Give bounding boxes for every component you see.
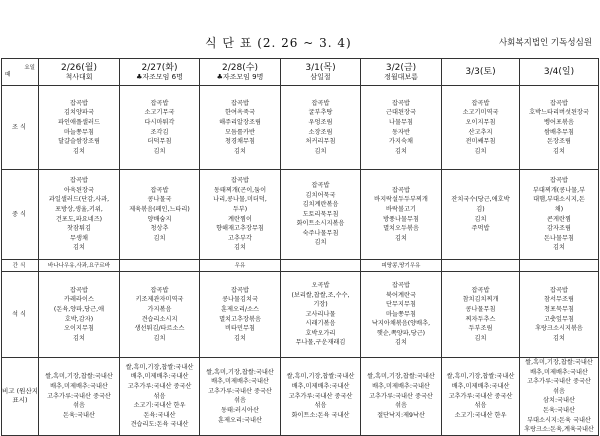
menu-item: 키조제관자미역국 [135, 296, 184, 304]
menu-cell [39, 170, 120, 260]
menu-item: 절단낙지:제9낙산 [377, 411, 425, 419]
menu-item: 나리,콩나물,미더덕, [213, 196, 267, 204]
menu-item: 기장) [313, 301, 328, 309]
menu-item: 바나나우유,사과,요구르바 [48, 262, 110, 269]
menu-item: 배추,미제배추:국내산 [372, 382, 430, 390]
day-date: 2/28(수) [222, 62, 258, 73]
day-event: ♣자조모임 9명 [216, 72, 264, 81]
menu-item: 소고기무국 [144, 109, 175, 117]
menu-cell [120, 260, 200, 272]
menu-item: 낙지아채볶음(양배추, [371, 320, 431, 328]
menu-item: 김) [476, 205, 485, 213]
menu-item: 콘게란찜 [547, 215, 571, 223]
menu-item: 섞음 [314, 402, 327, 410]
menu-cell [281, 260, 361, 272]
menu-item: 시래기볶음 [305, 320, 336, 328]
menu-item: 배추,미제배추:국내산 [530, 368, 588, 376]
menu-item: 조각김 [150, 128, 169, 136]
menu-cell [200, 272, 281, 358]
menu-cell [520, 260, 599, 272]
menu-item: 화이트소시지볶음 [296, 220, 345, 228]
menu-item: 섞음 [553, 387, 565, 395]
menu-cell [361, 272, 442, 358]
menu-item: 굴부추탕 [308, 109, 333, 117]
menu-item: 숙주나물무침 [302, 229, 339, 237]
menu-cell [281, 272, 361, 358]
menu-item: 고추부각 [228, 234, 252, 242]
menu-item: 쌀,흑미,기장,찹쌀:국내산 [125, 363, 194, 371]
menu-item: 김치 [73, 334, 85, 342]
menu-item: 호박느타리버섯된장국 [529, 109, 589, 117]
menu-item: 오곡밥 [311, 281, 330, 289]
menu-item: 섞음 [73, 402, 85, 410]
menu-item: 근대된장국 [386, 109, 416, 117]
menu-item: 전미쌔무침 [465, 138, 496, 146]
menu-item: 섞음 [395, 402, 407, 410]
menu-item: 돈육:국내산 [143, 411, 176, 419]
day-event: 척사대회 [65, 72, 93, 81]
menu-item: 피땅콩,땅기우유 [381, 262, 421, 269]
menu-item: 해주리알장조림 [219, 118, 261, 126]
day-header-1 [39, 59, 120, 86]
menu-item: 산고추지 [468, 128, 493, 136]
day-header-7 [520, 59, 599, 86]
menu-item: 쌀,흑미,기장,찹쌀:국내산 [525, 359, 593, 366]
day-header-row [2, 59, 599, 86]
menu-item: 잡곡밥 [231, 99, 249, 107]
menu-item: 김치 [314, 147, 327, 155]
menu-cell [200, 170, 281, 260]
menu-item: 잡곡밥 [311, 99, 330, 107]
menu-cell [442, 170, 520, 260]
menu-item: 채) [554, 205, 564, 213]
menu-item: 대햄,부대소시지,돈 [533, 196, 585, 204]
menu-item: 콩나물무침 [465, 305, 496, 313]
page-title: 식 단 표 (2. 26 ~ 3. 4) [205, 36, 352, 50]
menu-item: 과일샐러드(단감,사과, [48, 196, 110, 204]
menu-item: 소고기미역국 [462, 109, 499, 117]
menu-item: 후랑크소시지볶음 [535, 325, 583, 333]
menu-item: 잡곡밥 [471, 286, 490, 294]
day-header-3 [200, 59, 281, 86]
day-date: 3/4(일) [543, 67, 575, 77]
corner-day-label: 요일 [24, 65, 35, 71]
day-date: 3/2(금) [385, 62, 417, 73]
organization-name: 사회복지법인 기독성심원 [498, 38, 592, 48]
menu-cell [39, 272, 120, 358]
menu-item: 오이지무침 [465, 118, 496, 126]
menu-cell [361, 170, 442, 260]
menu-item: 더덕무침 [147, 138, 172, 146]
menu-item: 배추,미제배추:국내산 [451, 382, 510, 390]
day-event: ♣자조모임 6명 [136, 72, 183, 81]
menu-cell [520, 272, 599, 358]
menu-item: 김치 [395, 234, 407, 242]
menu-item: 생선튀김/타르소스 [134, 325, 185, 333]
menu-item: 김치 [553, 244, 565, 252]
menu-cell [361, 260, 442, 272]
meal-plan-table [1, 58, 599, 436]
menu-item: 돈육:국내산 [543, 406, 575, 414]
menu-item: 고춧잎무침 [544, 315, 574, 323]
menu-item: 김치 [474, 147, 487, 155]
menu-item: 김치 [474, 334, 487, 342]
menu-item: 감자조림 [547, 225, 571, 233]
menu-item: 부대찌개(콩나물,부 [532, 186, 586, 194]
menu-item: 훈제오리:국내산 [218, 416, 262, 424]
menu-item: (돈육,양파,당근,애 [53, 305, 105, 313]
menu-item: 견습리도:돈육 국내산 [130, 421, 189, 429]
day-date: 3/3(토) [465, 67, 496, 77]
menu-item: 견습리소시지 [141, 315, 178, 323]
snack-row [2, 260, 599, 272]
menu-item: 건포도,파요네즈) [55, 215, 103, 223]
menu-item: 쌀,흑미,기장,찹쌀:국내산 [446, 373, 515, 381]
menu-item: 잡곡밥 [311, 181, 330, 189]
menu-item: 김치 [553, 334, 565, 342]
menu-cell [120, 272, 200, 358]
menu-item: 우유 [234, 262, 246, 269]
menu-item: 김치어묵국 [305, 191, 336, 199]
menu-item: 고추가루:국내산 중국산 [127, 382, 192, 390]
menu-item: 잡곡밥 [231, 177, 249, 185]
menu-item: 고추가루:국내산 중국산 [47, 392, 111, 400]
menu-item: 청포묵무침 [544, 305, 574, 313]
menu-item: 햇순,쪽양파,당근) [376, 329, 426, 337]
menu-item: 김치 [553, 147, 565, 155]
menu-cell [442, 260, 520, 272]
day-header-2 [120, 59, 200, 86]
menu-item: 배추,미제배추:국내산 [211, 378, 269, 386]
menu-item: 다시마튀각 [144, 118, 175, 126]
meal-label: 비고 (원산지표시) [2, 358, 39, 436]
menu-item: 호박오가리 [305, 329, 336, 337]
menu-item: 바락볼고기 [386, 205, 416, 213]
menu-item: 계란찜이 [228, 215, 252, 223]
menu-item: 김치 [234, 147, 246, 155]
menu-item: 김치 [153, 147, 166, 155]
menu-item: 바지락설두두부찌개 [374, 196, 428, 204]
day-header-4 [281, 59, 361, 86]
menu-item: 두부조림 [468, 325, 493, 333]
menu-item: 카레라이스 [64, 296, 94, 304]
menu-item: 참서무조림 [544, 296, 574, 304]
menu-item: 쌀,흑미,기장,찹쌀:국내산 [45, 373, 113, 381]
menu-item: 잡곡밥 [70, 177, 88, 185]
menu-item: 무생채 [70, 234, 88, 242]
menu-item: 아욱된장국 [64, 186, 94, 194]
menu-item: 잡곡밥 [392, 99, 410, 107]
menu-item: 벵어포볶음 [544, 118, 574, 126]
menu-item: 포방상,생율,키위, [55, 205, 103, 213]
menu-item: 잡곡밥 [392, 186, 410, 194]
menu-item: 소고기:국내산 한우 [454, 411, 507, 419]
menu-item: 김치 [234, 334, 246, 342]
menu-cell [520, 170, 599, 260]
menu-item: 돈나물무침 [544, 234, 574, 242]
meal-label: 간식 [2, 260, 39, 272]
menu-item: 잡곡밥 [550, 177, 568, 185]
menu-item: 콩나물김치국 [222, 296, 258, 304]
menu-cell [39, 260, 120, 272]
menu-item: 우엉조림 [308, 118, 333, 126]
menu-item: 양배숨지 [147, 215, 172, 223]
menu-item: 한여옥죽국 [225, 109, 255, 117]
page-header [0, 0, 600, 58]
menu-item: 고추가루:국내산 중국산 [448, 392, 513, 400]
menu-item: 잡곡밥 [150, 286, 169, 294]
menu-item: 방풍나물무침 [383, 215, 419, 223]
menu-item: 찻잠튀김 [67, 225, 91, 233]
menu-item: 도토리묵무침 [302, 210, 339, 218]
breakfast-row [2, 86, 599, 170]
menu-item: 주먹밥 [471, 225, 490, 233]
menu-item: 잡곡밥 [70, 286, 88, 294]
menu-item: 쌈배추무침 [544, 128, 574, 136]
menu-item: 멸치오두볶음 [383, 225, 419, 233]
day-date: 3/1(목) [305, 62, 336, 73]
menu-item: 김치 [153, 234, 166, 242]
day-event: 정월대보름 [384, 72, 418, 81]
menu-item: 돈장조림 [547, 138, 571, 146]
menu-item: 비타민무침 [225, 325, 255, 333]
lunch-row [2, 170, 599, 260]
menu-item: 모듬롤카반 [225, 128, 255, 136]
menu-cell [442, 86, 520, 170]
dinner-row [2, 272, 599, 358]
menu-item: 배추,미제배추:국내산 [130, 373, 189, 381]
menu-cell [361, 86, 442, 170]
menu-item: 잡곡밥 [550, 99, 568, 107]
menu-cell [281, 86, 361, 170]
menu-item: 북어계란국 [386, 291, 416, 299]
day-header-6 [442, 59, 520, 86]
meal-label: 중식 [2, 170, 39, 260]
menu-item: 청경채무침 [225, 138, 255, 146]
menu-item: 돈육:국내산 [63, 411, 95, 419]
menu-cell [120, 170, 200, 260]
meal-label: 조식 [2, 86, 39, 170]
menu-item: 잡곡밥 [70, 99, 88, 107]
menu-item: 찌자두추스 [465, 315, 496, 323]
menu-item: 호박,감자) [64, 315, 94, 323]
menu-item: 오이지무침 [64, 325, 94, 333]
corner-cell [2, 59, 39, 86]
menu-item: 김치 [314, 239, 327, 247]
menu-item: 잡곡밥 [150, 99, 169, 107]
menu-item: 고사리나물 [305, 310, 336, 318]
menu-item: 소고기:국내산 한우 [133, 402, 186, 410]
menu-item: 잔치국수(당근,애호박 [451, 196, 510, 204]
menu-item: 동태찌개(곤이,둠이 [213, 186, 267, 194]
menu-item: 파인애플샐러드 [58, 118, 100, 126]
menu-cell [200, 86, 281, 170]
menu-item: 동자반 [392, 128, 410, 136]
menu-cell [281, 170, 361, 260]
menu-item: 배추,미제배추:국내산 [50, 382, 108, 390]
menu-item: 삼치:국내산 [543, 397, 575, 405]
menu-item: 고추가루:국내산 중국산 [369, 392, 433, 400]
menu-item: 후랑크소:돈육,계육국내산 [524, 426, 594, 434]
menu-item: 섞음 [153, 392, 166, 400]
menu-item: 나물무침 [389, 118, 413, 126]
menu-item: (보리쌀,찹쌀,조,수수, [291, 291, 350, 299]
menu-cell [200, 260, 281, 272]
menu-cell [442, 272, 520, 358]
day-header-5 [361, 59, 442, 86]
menu-item: 김치양파국 [64, 109, 94, 117]
corner-meal-label: 때 [5, 72, 11, 78]
menu-item: 가지볶음 [147, 305, 172, 313]
menu-item: 잡곡밥 [392, 281, 410, 289]
menu-item: 섞음 [234, 397, 246, 405]
menu-item: 섞음 [474, 402, 487, 410]
menu-item: 김치 [234, 244, 246, 252]
menu-item: 고추가루:국내산 중국산 [208, 387, 272, 395]
menu-item: 고추가루:국내산 중국산 [527, 378, 591, 386]
menu-item: 참치김치찌개 [462, 296, 499, 304]
menu-item: 김치계란볶음 [302, 201, 339, 209]
menu-cell [120, 86, 200, 170]
menu-item: 처커리무침 [305, 138, 336, 146]
menu-item: 잡곡밥 [471, 99, 490, 107]
menu-item: 김치 [73, 147, 85, 155]
day-date: 2/26(월) [61, 62, 97, 73]
menu-item: 김치 [395, 339, 407, 347]
menu-item: 향해재고추장무침 [216, 225, 264, 233]
menu-item: 두부) [232, 205, 248, 213]
menu-item: 고추가루:국내산 중국산 [288, 392, 353, 400]
menu-item: 화이트소:돈육 국내산 [291, 411, 350, 419]
menu-item: 동태:러시아산 [221, 406, 259, 414]
menu-item: 김치 [73, 244, 85, 252]
menu-item: 배추,미제배추:국내산 [291, 382, 350, 390]
meal-label: 석식 [2, 272, 39, 358]
menu-item: 단무지무침 [386, 301, 416, 309]
menu-item: 김치 [474, 215, 487, 223]
menu-cell [39, 86, 120, 170]
menu-item: 마늘쫑무침 [386, 310, 416, 318]
menu-item: 잡곡밥 [550, 286, 568, 294]
menu-item: 김치 [153, 334, 166, 342]
day-event: 삼일절 [310, 72, 331, 81]
menu-item: 달걀슬쌈장조림 [58, 138, 100, 146]
menu-item: 콩나물국 [147, 196, 172, 204]
menu-item: 멸치고추장볶음 [219, 315, 261, 323]
menu-item: 김치 [395, 147, 407, 155]
menu-item: 쌀,흑미,기장,찹쌀:국내산 [286, 373, 355, 381]
menu-item: 가지숙채 [389, 138, 413, 146]
menu-item: 쌀,흑미,기장,찹쌀:국내산 [367, 373, 435, 381]
menu-item: 무나물,구운재래김 [295, 339, 346, 347]
menu-item: 청상추 [150, 225, 169, 233]
menu-item: 훈제오리/소스 [221, 305, 259, 313]
day-date: 2/27(화) [141, 62, 178, 73]
menu-item: 부대소시지:돈육 국내산 [527, 416, 591, 424]
menu-item: 제육볶음(페인,느타리) [129, 205, 190, 213]
menu-item: 잡곡밥 [150, 186, 169, 194]
menu-item: 쌀,흑미,기장,찹쌀:국내산 [206, 368, 274, 376]
menu-item: 소장조림 [308, 128, 333, 136]
menu-item: 잡곡밥 [231, 286, 249, 294]
menu-cell [520, 86, 599, 170]
menu-item: 마늘쫑무침 [64, 128, 94, 136]
